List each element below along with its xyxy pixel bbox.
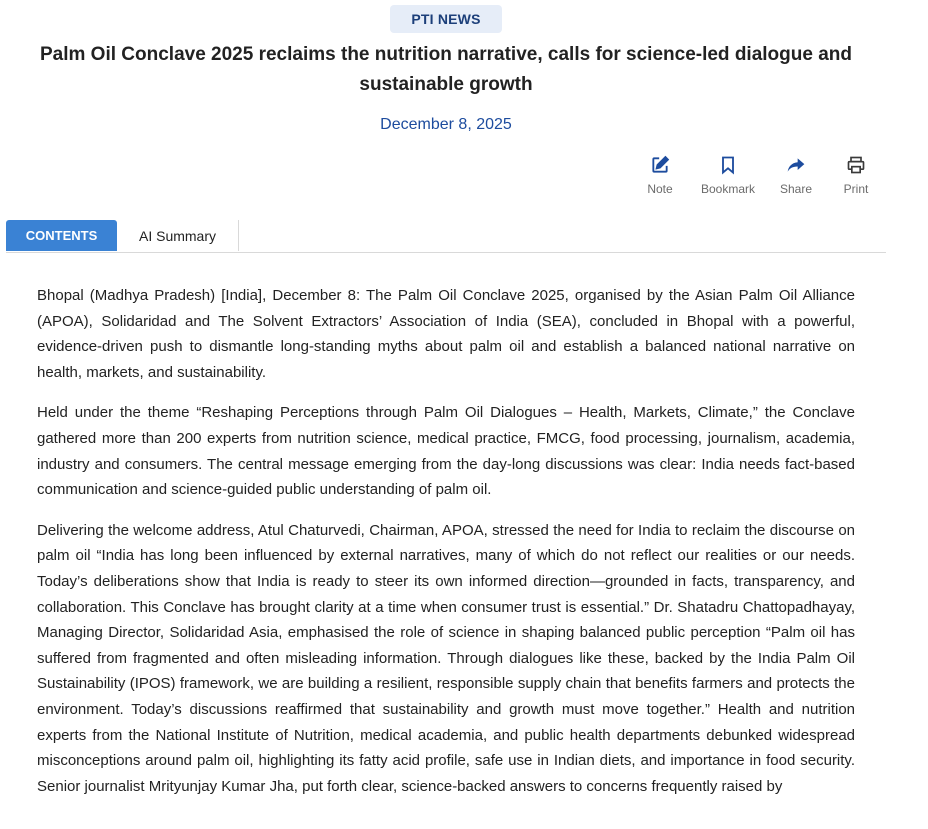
source-badge: PTI NEWS [390, 5, 501, 33]
share-arrow-icon [786, 155, 806, 175]
note-button[interactable] [634, 155, 686, 196]
tab-contents[interactable]: CONTENTS [6, 220, 117, 251]
print-button[interactable] [822, 155, 890, 196]
content-tabs [6, 220, 886, 253]
note-edit-icon [650, 155, 670, 175]
tab-ai-summary[interactable]: AI Summary [117, 220, 239, 251]
article-paragraph: Delivering the welcome address, Atul Chaturvedi, Chairman, APOA, stressed the need for India to reclaim the discourse on palm oil “India has long been influenced by external narratives, many of which do not reflect our realities or our needs. Today’s deliberations show that India is ready to steer its own informed direction—grounded in facts, transparency, and collaboration. This Conclave has brought clarity at a time when consumer trust is essential.” Dr. Shatadru Chattopadhayay, Managing Director, Solidaridad Asia, emphasised the role of science in shaping balanced public perception “Palm oil has suffered from fragmented and often misleading information. Through dialogues like these, backed by the India Palm Oil Sustainability (IPOS) framework, we are building a resilient, responsible supply chain that benefits farmers and protects the environment. Today’s discussions reaffirmed that sustainability and growth must move together.” Health and nutrition experts from the National Institute of Nutrition, medical academia, and public health departments debunked widespread misconceptions around palm oil, highlighting its fatty acid profile, safe use in Indian diets, and importance in food security. Senior journalist Mrityunjay Kumar Jha, put forth clear, science-backed answers to concerns frequently raised by [37, 521, 855, 795]
bookmark-label: Bookmark [700, 182, 756, 196]
article-body [37, 283, 855, 814]
note-label: Note [647, 182, 673, 196]
article-paragraph: Held under the theme “Reshaping Perceptions through Palm Oil Dialogues – Health, Markets, Climate,” the Conclave gathered more than 200 experts from nutrition science, medical practice, FMCG, food processing, journalism, academia, industry and consumers. The central message emerging from the day-long discussions was clear: India needs fact-based communication and science-guided public understanding of palm oil. [37, 404, 855, 499]
article-title: Palm Oil Conclave 2025 reclaims the nutrition narrative, calls for science-led dialogue and sustainable growth [39, 44, 852, 95]
article-date: December 8, 2025 [380, 116, 512, 133]
bookmark-button[interactable] [686, 155, 770, 196]
printer-icon [846, 155, 866, 175]
bookmark-icon [718, 155, 738, 175]
share-label: Share [779, 182, 813, 196]
article-paragraph: Bhopal (Madhya Pradesh) [India], December 8: The Palm Oil Conclave 2025, organised by the Asian Palm Oil Alliance (APOA), Solidaridad and The Solvent Extractors’ Association of India (SEA), concluded in Bhopal with a powerful, evidence-driven push to dismantle long-standing myths about palm oil and establish a balanced national narrative on health, markets, and sustainability. [37, 287, 855, 381]
print-label: Print [843, 182, 869, 196]
article-actions [634, 155, 890, 196]
share-button[interactable] [770, 155, 822, 196]
source-badge-wrap [0, 5, 892, 33]
